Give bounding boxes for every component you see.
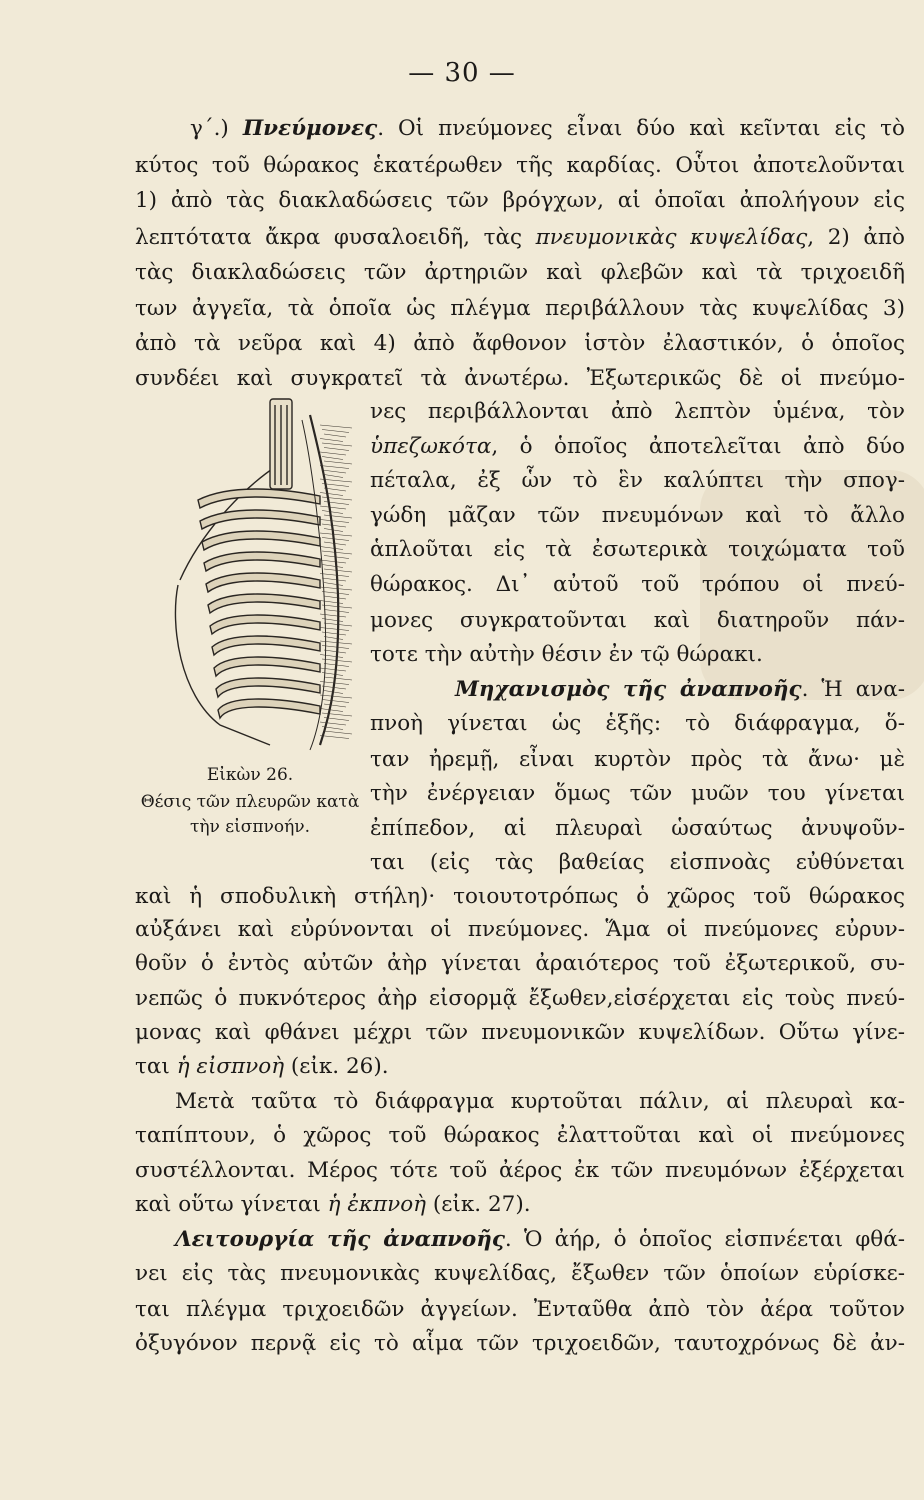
text-line bbox=[135, 1119, 905, 1153]
text-run: 1) ἀπὸ τὰς διακλαδώσεις τῶν βρόγχων, αἱ ὁποῖαι ἀπολήγουν εἰς bbox=[135, 188, 905, 213]
text-line bbox=[370, 464, 905, 498]
emphasized-term: ὑπεζωκότα bbox=[370, 434, 492, 459]
hatch-stroke bbox=[324, 475, 343, 478]
text-run: . Ὁ ἀήρ, ὁ ὁποῖος εἰσπνέεται φθά- bbox=[504, 1227, 905, 1252]
text-run: τὴν ἐνέργειαν ὅμως τῶν μυῶν του γίνεται bbox=[370, 781, 905, 806]
hatch-stroke bbox=[320, 520, 349, 523]
text-run: ἀπὸ τὰ νεῦρα καὶ 4) ἀπὸ ἄφθονον ἱστὸν ἐλαστικόν, ὁ ὁποῖος bbox=[135, 331, 905, 356]
rib bbox=[200, 510, 320, 529]
text-run: ταπίπτουν, ὁ χῶρος τοῦ θώρακος ἐλαττοῦται καὶ οἱ πνεύμονες bbox=[135, 1123, 905, 1148]
text-line bbox=[135, 1293, 905, 1327]
text-line bbox=[135, 221, 905, 255]
text-line bbox=[190, 112, 905, 146]
text-line bbox=[135, 1188, 905, 1222]
hatch-stroke bbox=[320, 736, 349, 739]
hatch-stroke bbox=[324, 515, 352, 518]
rib bbox=[204, 552, 320, 571]
hatch-stroke bbox=[322, 565, 343, 568]
text-run: καὶ οὕτω γίνεται bbox=[135, 1192, 328, 1217]
hatch-stroke bbox=[322, 713, 352, 716]
hatch-stroke bbox=[322, 551, 352, 554]
figure-caption-line-2: τὴν εἰσπνοήν. bbox=[189, 817, 311, 837]
hatch-stroke bbox=[322, 497, 352, 500]
text-run: ται bbox=[135, 1054, 177, 1079]
hatch-stroke bbox=[320, 506, 346, 509]
hatch-stroke bbox=[320, 452, 346, 455]
text-run: συστέλλονται. Μέρος τότε τοῦ ἀέρος ἐκ τῶν πνευμόνων ἐξέρχεται bbox=[135, 1158, 905, 1183]
text-run: ὀξυγόνον περνᾷ εἰς τὸ αἷμα τῶν τριχοειδῶν, ταυτοχρόνως δὲ ἀν- bbox=[135, 1331, 905, 1356]
text-run: πνοὴ γίνεται ὡς ἑξῆς: τὸ διάφραγμα, ὅ- bbox=[370, 711, 905, 736]
text-run: των ἀγγεῖα, τὰ ὁποῖα ὡς πλέγμα περιβάλλουν τὰς κυψελίδας 3) bbox=[135, 296, 905, 321]
hatch-stroke bbox=[320, 668, 346, 671]
hatch-stroke bbox=[324, 448, 349, 451]
text-line bbox=[370, 743, 905, 777]
figure-caption-line-1: Θέσις τῶν πλευρῶν κατὰ bbox=[140, 792, 360, 812]
hatch-stroke bbox=[322, 430, 349, 433]
rib bbox=[214, 657, 320, 676]
hatch-stroke bbox=[322, 605, 352, 608]
hatch-stroke bbox=[320, 439, 343, 442]
hatch-stroke bbox=[322, 443, 352, 446]
text-run: καὶ ἡ σποδυλικὴ στήλη)· τοιουτοτρόπως ὁ χῶρος τοῦ θώρακος bbox=[135, 884, 905, 909]
text-line bbox=[370, 430, 905, 464]
text-line bbox=[370, 812, 905, 846]
text-line bbox=[135, 1016, 905, 1050]
hatch-stroke bbox=[320, 466, 349, 469]
text-run: γώδη μᾶζαν τῶν πνευμόνων καὶ τὸ ἄλλο bbox=[370, 503, 905, 528]
text-run: νεπῶς ὁ πυκνότερος ἀὴρ εἰσορμᾷ ἔξωθεν,εἰσέρχεται εἰς τοὺς πνεύ- bbox=[135, 986, 905, 1011]
text-run: (εἰκ. 27). bbox=[426, 1192, 531, 1217]
text-run: κύτος τοῦ θώρακος ἑκατέρωθεν τῆς καρδίας. Οὗτοι ἀποτελοῦνται bbox=[135, 153, 905, 178]
hatch-stroke bbox=[320, 560, 346, 563]
text-line bbox=[370, 707, 905, 741]
text-line bbox=[370, 533, 905, 567]
text-run: γ΄.) bbox=[190, 116, 243, 141]
hatch-stroke bbox=[320, 722, 346, 725]
hatch-stroke bbox=[324, 583, 343, 586]
hatch-stroke bbox=[320, 614, 346, 617]
text-line bbox=[135, 947, 905, 981]
text-line bbox=[135, 327, 905, 361]
text-line bbox=[135, 1327, 905, 1361]
text-run: ἐπίπεδον, αἱ πλευραὶ ὡσαύτως ἀνυψοῦν- bbox=[370, 816, 905, 841]
text-run: πέταλα, ἐξ ὧν τὸ ἓν καλύπτει τὴν σπογ- bbox=[370, 468, 905, 493]
emphasized-term: ἡ ἐκπνοὴ bbox=[327, 1192, 427, 1217]
text-line bbox=[455, 673, 905, 707]
hatch-stroke bbox=[324, 637, 343, 640]
text-run: . Οἱ πνεύμονες εἶναι δύο καὶ κεῖνται εἰς τὸ bbox=[377, 116, 905, 141]
text-line bbox=[175, 1223, 905, 1257]
rib bbox=[212, 636, 320, 655]
hatch-stroke bbox=[324, 731, 352, 734]
emphasized-term: ἡ εἰσπνοὴ bbox=[176, 1054, 285, 1079]
text-run: (εἰκ. 26). bbox=[284, 1054, 389, 1079]
hatch-stroke bbox=[322, 578, 346, 581]
text-line bbox=[135, 1154, 905, 1188]
text-run: μονας καὶ φθάνει μέχρι τῶν πνευμονικῶν κυψελίδων. Οὕτω γίνε- bbox=[135, 1020, 905, 1045]
hatch-stroke bbox=[320, 709, 343, 712]
hatch-stroke bbox=[322, 700, 349, 703]
text-line bbox=[135, 982, 905, 1016]
hatch-stroke bbox=[320, 601, 343, 604]
text-line bbox=[370, 499, 905, 533]
text-run: νει εἰς τὰς πνευμονικὰς κυψελίδας, ἔξωθεν τῶν ὁποίων εὑρίσκε- bbox=[135, 1261, 905, 1286]
text-line bbox=[135, 1257, 905, 1291]
hatch-stroke bbox=[320, 655, 343, 658]
text-line bbox=[370, 395, 905, 429]
ribcage-illustration bbox=[160, 395, 360, 765]
hatch-stroke bbox=[322, 470, 346, 473]
rib bbox=[198, 489, 320, 508]
rib bbox=[218, 699, 320, 718]
text-run: λεπτότατα ἄκρα φυσαλοειδῆ, τὰς bbox=[135, 225, 536, 250]
emphasized-term: πνευμονικὰς κυψελίδας bbox=[535, 225, 808, 250]
hatch-stroke bbox=[324, 434, 346, 437]
text-run: αὐξάνει καὶ εὐρύνονται οἱ πνεύμονες. Ἅμα οἱ πνεύμονες εὐρυν- bbox=[135, 917, 905, 942]
hatch-stroke bbox=[322, 511, 343, 514]
hatch-stroke bbox=[320, 587, 352, 590]
hatch-stroke bbox=[324, 596, 346, 599]
hatch-stroke bbox=[320, 425, 352, 428]
text-line bbox=[370, 604, 905, 638]
hatch-stroke bbox=[320, 628, 349, 631]
hatch-stroke bbox=[320, 533, 352, 536]
hatch-stroke bbox=[322, 538, 349, 541]
text-line bbox=[135, 149, 905, 183]
text-run: Μετὰ ταῦτα τὸ διάφραγμα κυρτοῦται πάλιν, αἱ πλευραὶ κα- bbox=[175, 1089, 905, 1114]
section-heading: Λειτουργία τῆς ἀναπνοῆς bbox=[175, 1227, 505, 1252]
text-run: , 2) ἀπὸ bbox=[807, 225, 905, 250]
hatch-stroke bbox=[324, 610, 349, 613]
rib bbox=[202, 531, 320, 550]
hatch-stroke bbox=[324, 461, 352, 464]
rib bbox=[206, 573, 320, 592]
text-line bbox=[135, 184, 905, 218]
text-run: , ὁ ὁποῖος ἀποτελεῖται ἀπὸ δύο bbox=[491, 434, 905, 459]
text-run: θώρακος. Δι᾽ αὐτοῦ τοῦ τρόπου οἱ πνεύ- bbox=[370, 572, 905, 597]
rib bbox=[208, 594, 320, 613]
text-run: τοτε τὴν αὐτὴν θέσιν ἐν τῷ θώρακι. bbox=[370, 642, 763, 667]
text-line bbox=[135, 256, 905, 290]
text-line bbox=[135, 292, 905, 326]
text-line bbox=[370, 568, 905, 602]
text-line bbox=[135, 1050, 905, 1084]
text-run: νες περιβάλλονται ἀπὸ λεπτὸν ὑμένα, τὸν bbox=[370, 399, 905, 424]
text-run: μονες συγκρατοῦνται καὶ διατηροῦν πάν- bbox=[370, 608, 905, 633]
hatch-stroke bbox=[320, 641, 352, 644]
text-run: ταν ἠρεμῇ, εἶναι κυρτὸν πρὸς τὰ ἄνω· μὲ bbox=[370, 747, 905, 772]
text-line bbox=[370, 777, 905, 811]
text-run: . Ἡ ανα- bbox=[801, 677, 905, 702]
section-heading: Μηχανισμὸς τῆς ἀναπνοῆς bbox=[455, 677, 802, 702]
rib bbox=[210, 615, 320, 634]
figure-number: Εἰκὼν 26. bbox=[206, 765, 294, 785]
hatch-stroke bbox=[320, 574, 349, 577]
hatch-stroke bbox=[324, 704, 346, 707]
hatch-stroke bbox=[324, 569, 352, 572]
page-number: — 30 — bbox=[408, 58, 516, 88]
hatch-stroke bbox=[320, 695, 352, 698]
text-line bbox=[175, 1085, 905, 1119]
text-line bbox=[135, 880, 905, 914]
text-run: τὰς διακλαδώσεις τῶν ἀρτηριῶν καὶ φλεβῶν καὶ τὰ τριχοειδῆ bbox=[135, 260, 905, 285]
text-run: ται πλέγμα τριχοειδῶν ἀγγείων. Ἐνταῦθα ἀπὸ τὸν ἀέρα τοῦτον bbox=[135, 1297, 905, 1322]
text-line bbox=[370, 846, 905, 880]
text-line bbox=[135, 362, 905, 396]
hatch-stroke bbox=[320, 493, 343, 496]
rib bbox=[216, 678, 320, 697]
hatch-stroke bbox=[324, 650, 346, 653]
section-heading: Πνεύμονες bbox=[242, 116, 378, 141]
hatch-stroke bbox=[322, 457, 343, 460]
text-line bbox=[135, 913, 905, 947]
text-run: ἁπλοῦται εἰς τὰ ἐσωτερικὰ τοιχώματα τοῦ bbox=[370, 537, 905, 562]
text-run: θοῦν ὁ ἐντὸς αὐτῶν ἀὴρ γίνεται ἀραιότερος τοῦ ἐξωτερικοῦ, συ- bbox=[135, 951, 905, 976]
hatch-stroke bbox=[322, 524, 346, 527]
text-line bbox=[370, 638, 905, 672]
hatch-stroke bbox=[322, 592, 349, 595]
text-run: συνδέει καὶ συγκρατεῖ τὰ ἀνωτέρω. Ἐξωτερικῶς δὲ οἱ πνεύμο- bbox=[135, 366, 905, 391]
text-run: ται (εἰς τὰς βαθείας εἰσπνοὰς εὐθύνεται bbox=[370, 850, 905, 875]
hatch-stroke bbox=[320, 547, 343, 550]
hatch-stroke bbox=[324, 677, 352, 680]
